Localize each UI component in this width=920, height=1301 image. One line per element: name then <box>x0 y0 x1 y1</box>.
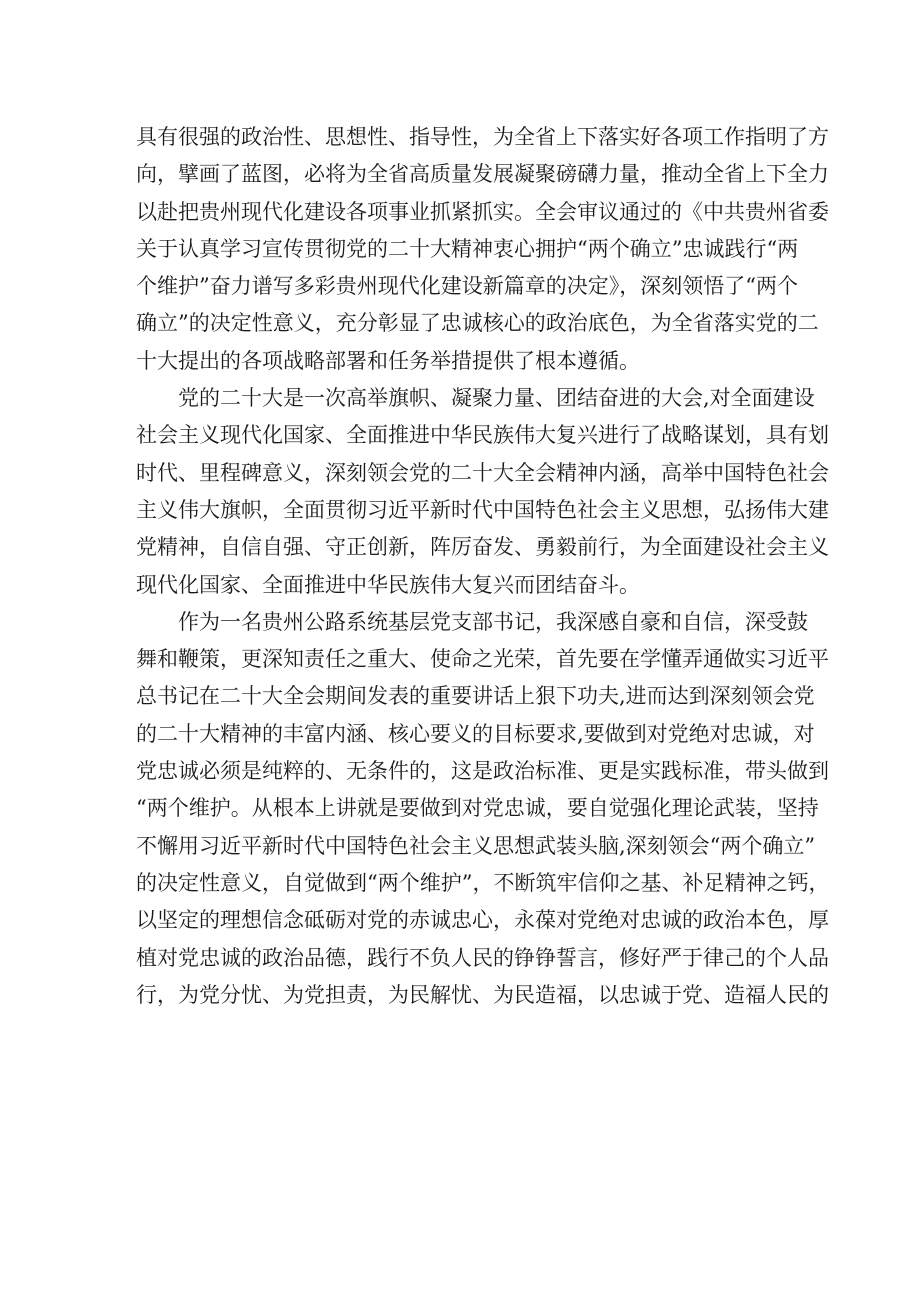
text-line: 党忠诚必须是纯粹的、无条件的，这是政治标准、更是实践标准，带头做到 <box>136 759 829 784</box>
text-line: 以坚定的理想信念砥砺对党的赤诚忠心，永葆对党绝对忠诚的政治本色，厚 <box>136 908 829 933</box>
text-line: 个维护”奋力谱写多彩贵州现代化建设新篇章的决定》，深刻领悟了“两个 <box>136 274 798 299</box>
text-line: 舞和鞭策，更深知责任之重大、使命之光荣，首先要在学懂弄通做实习近平 <box>136 647 829 672</box>
text-line: 不懈用习近平新时代中国特色社会主义思想武装头脑,深刻领会“两个确立” <box>136 833 816 858</box>
text-line: 党精神，自信自强、守正创新，阵厉奋发、勇毅前行，为全面建设社会主义 <box>136 535 829 560</box>
text-line: 植对党忠诚的政治品德，践行不负人民的铮铮誓言，修好严于律己的个人品 <box>136 945 829 970</box>
paragraph-1 <box>136 119 829 380</box>
text-line: 以赴把贵州现代化建设各项事业抓紧抓实。全会审议通过的《中共贵州省委 <box>136 199 829 224</box>
paragraph-3 <box>136 604 830 1014</box>
text-line: 关于认真学习宣传贯彻党的二十大精神衷心拥护“两个确立”忠诚践行“两 <box>136 236 799 261</box>
document-body <box>136 119 830 1014</box>
text-line: 确立”的决定性意义，充分彰显了忠诚核心的政治底色，为全省落实党的二 <box>136 311 819 336</box>
text-line: 具有很强的政治性、思想性、指导性，为全省上下落实好各项工作指明了方 <box>136 125 829 149</box>
paragraph-2 <box>136 380 829 604</box>
text-line: 总书记在二十大全会期间发表的重要讲话上狠下功夫,进而达到深刻领会党 <box>136 684 815 709</box>
text-line: 行，为党分忧、为党担责，为民解忧、为民造福，以忠诚于党、造福人民的 <box>136 982 829 1007</box>
text-line: 十大提出的各项战略部署和任务举措提供了根本遵循。 <box>136 348 640 373</box>
text-line: “两个维护。从根本上讲就是要做到对党忠诚，要自觉强化理论武装，坚持 <box>136 796 819 821</box>
text-line: 党的二十大是一次高举旗帜、凝聚力量、团结奋进的大会,对全面建设 <box>136 386 815 411</box>
text-line: 作为一名贵州公路系统基层党支部书记，我深感自豪和自信，深受鼓 <box>136 609 808 634</box>
text-line: 社会主义现代化国家、全面推进中华民族伟大复兴进行了战略谋划，具有划 <box>136 423 829 448</box>
text-line: 的二十大精神的丰富内涵、核心要义的目标要求,要做到对党绝对忠诚，对 <box>136 721 815 746</box>
text-line: 向，擘画了蓝图，必将为全省高质量发展凝聚磅礴力量，推动全省上下全力 <box>136 162 829 187</box>
text-line: 时代、里程碑意义，深刻领会党的二十大全会精神内涵，高举中国特色社会 <box>136 460 829 485</box>
text-line: 主义伟大旗帜，全面贯彻习近平新时代中国特色社会主义思想，弘扬伟大建 <box>136 497 829 522</box>
text-line: 的决定性意义，自觉做到“两个维护”，不断筑牢信仰之基、补足精神之钙， <box>136 870 830 895</box>
text-line: 现代化国家、全面推进中华民族伟大复兴而团结奋斗。 <box>136 572 640 597</box>
